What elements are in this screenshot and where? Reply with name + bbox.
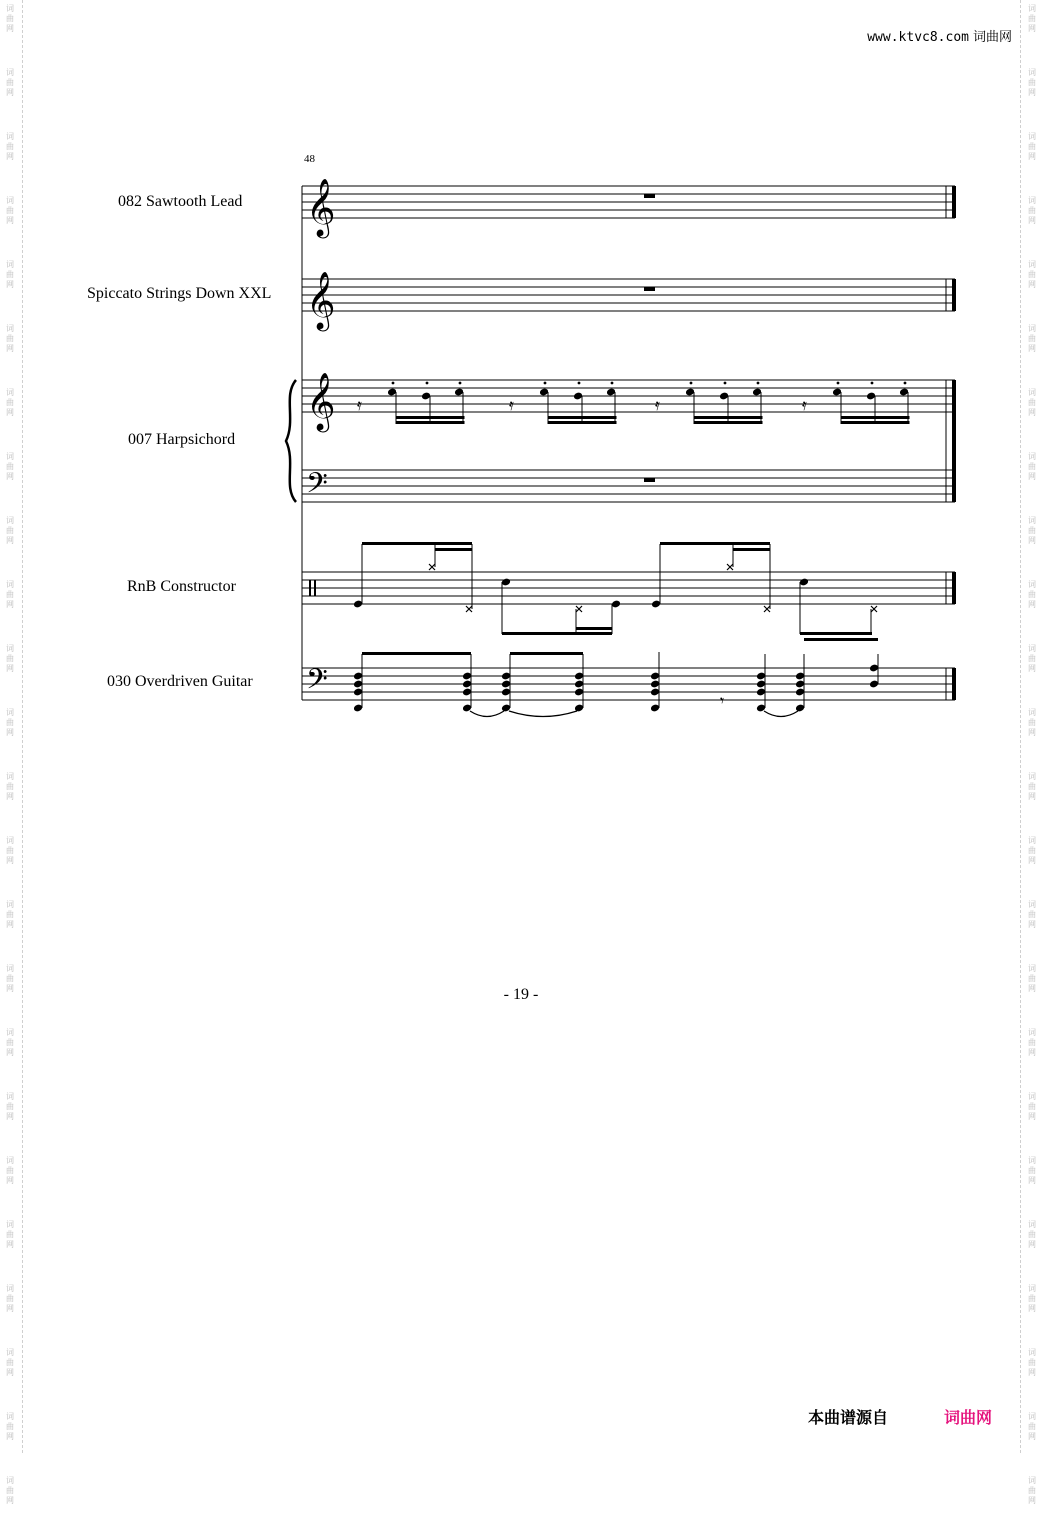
staff-sawtooth-lead: [302, 186, 955, 218]
site-url[interactable]: www.ktvc8.com: [867, 30, 969, 45]
instrument-label-sawtooth-lead: 082 Sawtooth Lead: [118, 193, 243, 210]
treble-clef-icon: 𝄞: [306, 178, 336, 236]
x-notehead: [466, 606, 472, 612]
footer: [808, 1405, 992, 1428]
beam: [548, 421, 617, 424]
instrument-label-harpsichord: 007 Harpsichord: [128, 431, 236, 448]
staccato-dot: [757, 382, 760, 385]
treble-clef-icon: 𝄞: [306, 271, 336, 329]
beam: [800, 632, 872, 635]
staff-overdriven-guitar: [302, 668, 955, 700]
sixteenth-rest-icon: 𝄿: [802, 395, 807, 414]
staccato-dot: [837, 382, 840, 385]
staff-harpsichord-bass: [302, 470, 955, 502]
guitar-notes: [353, 638, 879, 717]
beam: [733, 548, 770, 551]
footer-brand[interactable]: 词曲网: [944, 1408, 993, 1427]
beam: [804, 638, 878, 641]
instrument-label-rnb-constructor: RnB Constructor: [127, 578, 236, 595]
tie: [764, 711, 798, 717]
staccato-dot: [392, 382, 395, 385]
right-watermark-column: 词 曲 网 词 曲 网 词 曲 网 词 曲 网 词 曲 网 词 曲 网 词 曲 网 词 曲 网 词 曲 网 词 曲 网 词 曲 网 词 曲 网 词 曲 网 词 曲 网 词 曲 网 词 曲 网 词 曲 网 词 曲 网 词 曲 网 词 曲 网 词 曲 网 词 曲 网 词 曲 网 词 曲 网: [1028, 4, 1036, 1505]
beam: [694, 421, 763, 424]
x-notehead: [764, 606, 770, 612]
tie: [509, 711, 577, 717]
staccato-dot: [611, 382, 614, 385]
sixteenth-rest-icon: 𝄿: [357, 395, 362, 414]
beam: [502, 632, 612, 635]
staccato-dot: [871, 382, 874, 385]
beam: [435, 548, 472, 551]
x-notehead: [727, 564, 733, 570]
staccato-dot: [578, 382, 581, 385]
page-number: - 19 -: [503, 986, 539, 1003]
staccato-dot: [724, 382, 727, 385]
instrument-label-spiccato-strings: Spiccato Strings Down XXL: [87, 285, 272, 302]
staff-spiccato-strings: [302, 279, 955, 311]
beam: [841, 421, 910, 424]
staccato-dot: [426, 382, 429, 385]
site-name: 词曲网: [972, 30, 1012, 45]
bass-clef-icon: 𝄢: [306, 467, 328, 507]
tie: [470, 711, 504, 717]
x-notehead: [871, 606, 877, 612]
staccato-dot: [904, 382, 907, 385]
staccato-dot: [459, 382, 462, 385]
beam: [396, 416, 465, 419]
beam: [548, 416, 617, 419]
beam: [510, 652, 583, 655]
beam: [362, 542, 472, 545]
grand-staff-brace: [286, 380, 296, 502]
whole-rest: [644, 194, 655, 198]
whole-rest: [644, 478, 655, 482]
footer-source-text: 本曲谱源自: [808, 1408, 889, 1427]
staff-harpsichord-treble: [302, 380, 955, 412]
beam: [660, 542, 770, 545]
beam: [396, 421, 465, 424]
bass-clef-icon: 𝄢: [306, 663, 328, 703]
sixteenth-rest-icon: 𝄿: [655, 395, 660, 414]
beam: [841, 416, 910, 419]
measure-number: 48: [304, 153, 315, 165]
beam: [362, 652, 471, 655]
x-notehead: [429, 564, 435, 570]
beam: [576, 627, 612, 630]
beam: [694, 416, 763, 419]
staff-rnb-constructor: [302, 572, 955, 604]
whole-rest: [644, 287, 655, 291]
left-watermark-column: 词 曲 网 词 曲 网 词 曲 网 词 曲 网 词 曲 网 词 曲 网 词 曲 网 词 曲 网 词 曲 网 词 曲 网 词 曲 网 词 曲 网 词 曲 网 词 曲 网 词 曲 网 词 曲 网 词 曲 网 词 曲 网 词 曲 网 词 曲 网 词 曲 网 词 曲 网 词 曲 网 词 曲 网: [6, 4, 14, 1505]
sixteenth-rest-icon: 𝄿: [509, 395, 514, 414]
instrument-label-overdriven-guitar: 030 Overdriven Guitar: [107, 673, 253, 690]
eighth-rest-icon: 𝄾: [720, 691, 725, 710]
staccato-dot: [690, 382, 693, 385]
treble-clef-icon: 𝄞: [306, 372, 336, 430]
staccato-dot: [544, 382, 547, 385]
x-notehead: [576, 606, 582, 612]
